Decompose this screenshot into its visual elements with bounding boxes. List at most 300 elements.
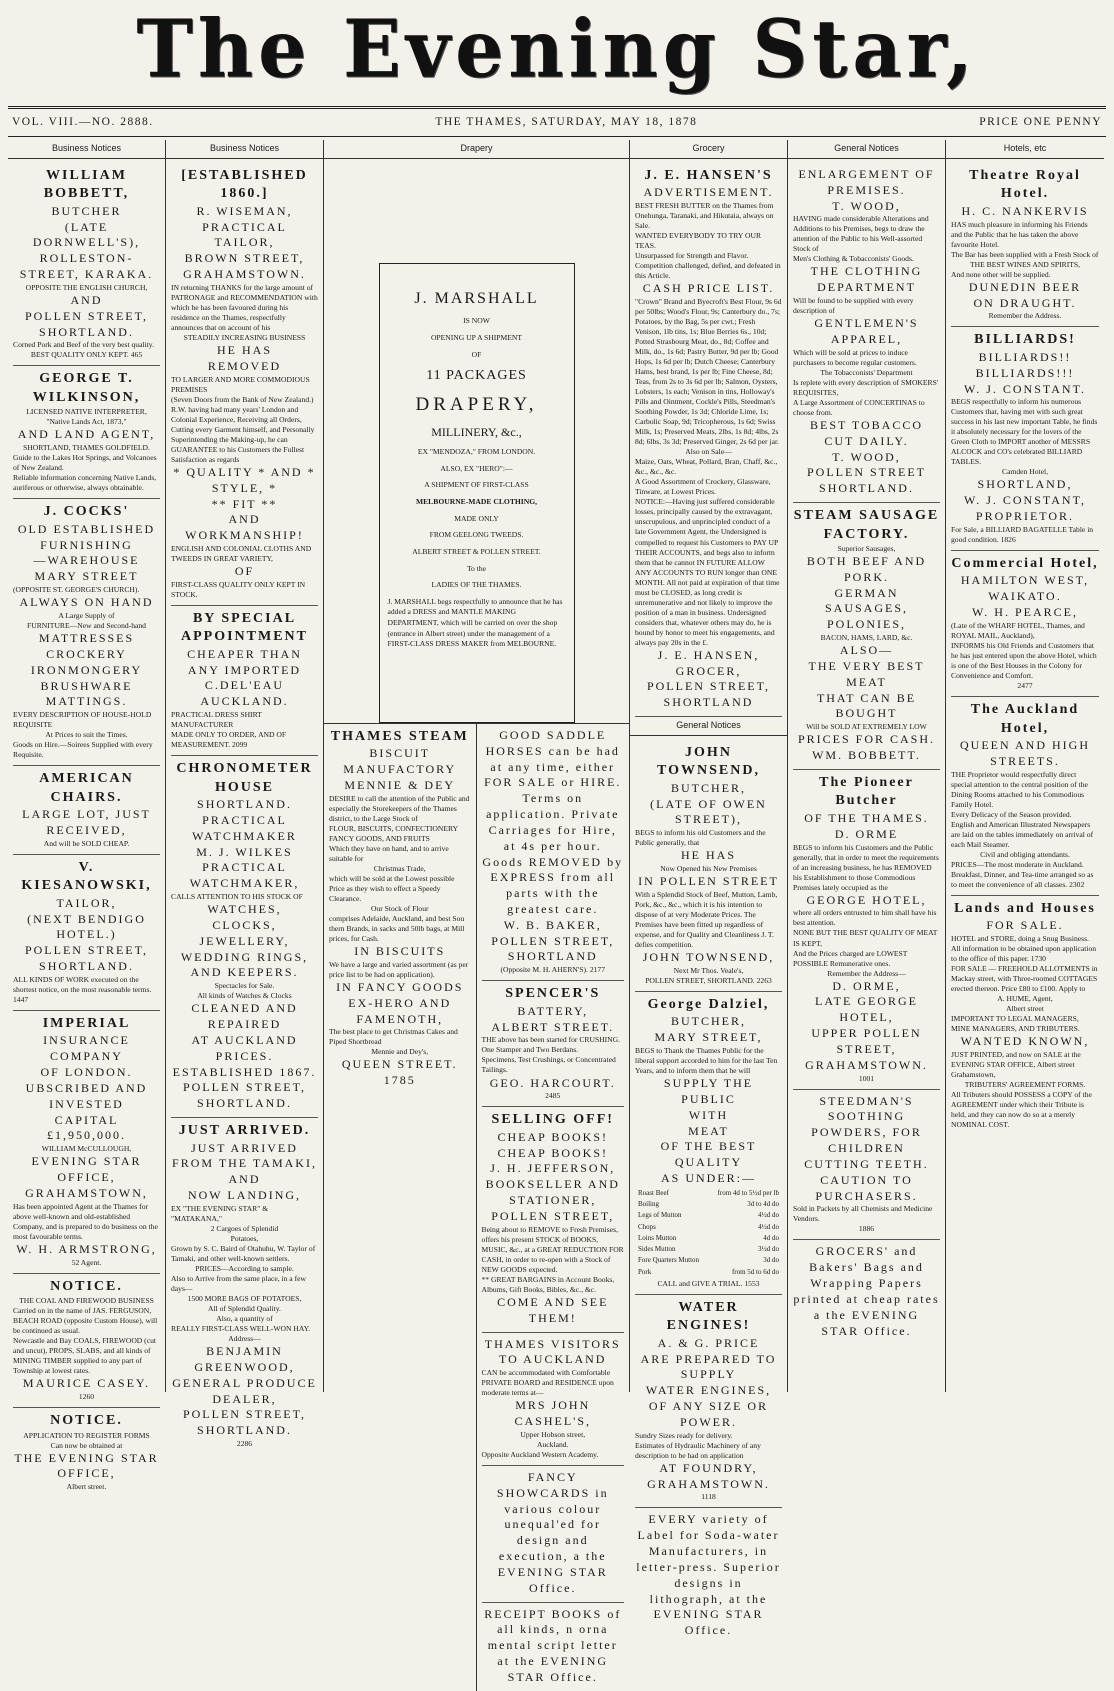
advert-line: Also to Arrive from the same place, in a few days— <box>171 1273 306 1293</box>
advert-line: AMERICAN CHAIRS. <box>39 771 134 805</box>
advertisement <box>793 770 940 1090</box>
column-heading: Business Notices <box>8 140 165 159</box>
advert-line: BATTERY, <box>517 1003 589 1018</box>
advert-line: SELLING OFF! <box>491 1112 614 1128</box>
table-row <box>637 1200 780 1209</box>
advert-line: (Opposite M. H. AHERN'S). 2177 <box>500 965 606 975</box>
advert-line: BUTCHER <box>51 203 122 218</box>
advert-line: PRACTICAL <box>202 812 287 827</box>
advert-line: Spectacles for Sale. <box>214 981 275 991</box>
advert-line: THE EVENING STAR OFFICE, <box>14 1450 159 1481</box>
advert-line: ENGLISH AND COLONIAL CLOTHS AND TWEEDS IN GREAT VARIETY, <box>171 543 312 563</box>
advert-line: HAS much pleasure in informing his Friends and the Public that he has taken the above favourite Hotel. <box>951 219 1088 249</box>
masthead <box>0 0 1114 115</box>
advert-line: GEO. HARCOURT. <box>489 1075 616 1090</box>
advert-line: WATCHES, <box>207 902 282 917</box>
advert-line: EVERY DESCRIPTION OF HOUSE-HOLD REQUISITE <box>13 710 152 730</box>
column-business-notices-2 <box>166 140 324 1449</box>
advertisement <box>13 1011 160 1274</box>
advert-line: JUST ARRIVED <box>191 1140 298 1155</box>
advertisement <box>635 992 782 1295</box>
advert-line: POLLEN STREET, SHORTLAND. <box>182 1080 307 1111</box>
advertisement <box>13 366 160 499</box>
advert-line: FLOUR, BISCUITS, CONFECTIONERY FANCY GOODS, AND FRUITS <box>329 823 458 843</box>
advert-line: AND <box>228 1172 261 1187</box>
advert-line: Will be SOLD AT EXTREMELY LOW <box>806 722 927 732</box>
advert-line: MENNIE & DEY <box>344 778 456 792</box>
meat-price: 4½d do <box>758 1211 779 1220</box>
advert-line: BOOKSELLER AND STATIONER, <box>485 1177 620 1208</box>
advert-line: WITH <box>688 1107 729 1122</box>
meat-cut: Loins Mutton <box>638 1233 677 1242</box>
advert-line: * QUALITY * AND * STYLE, * <box>173 464 316 495</box>
column-heading: Business Notices <box>166 140 323 159</box>
column-heading: General Notices <box>788 140 945 159</box>
advert-line: Has been appointed Agent at the Thames for above well-known and old-established Company, and is prepared to do business on the most favourable terms. <box>13 1201 158 1241</box>
advert-line: Will be found to be supplied with every description of <box>793 296 914 316</box>
advert-line: SHORTLAND. <box>197 1423 292 1438</box>
advert-line: HE HAS <box>216 343 272 358</box>
advert-line: MATTRESSES <box>38 631 135 646</box>
advert-line: (OPPOSITE ST. GEORGE'S CHURCH). <box>13 585 140 595</box>
advert-line: SHORTLAND. <box>819 481 914 496</box>
advert-line: AUCKLAND. <box>200 694 289 709</box>
advert-line: FOR SALE — FREEHOLD ALLOTMENTS in Mackay street, with Three-roomed COTTAGES erected thereon. Price £80 to £100. Apply to <box>951 964 1098 994</box>
advert-line: JOHN TOWNSEND, <box>642 950 775 965</box>
advert-line: Breakfast, Dinner, and Tea-time arranged so as to meet the convenience of all classes. 2302 <box>951 869 1094 889</box>
advert-line: Next Mr Thos. Veale's, <box>673 965 744 975</box>
advert-line: And will be SOLD CHEAP. <box>43 838 130 848</box>
advert-line: Theatre Royal Hotel. <box>969 167 1081 202</box>
advert-line: W. B. BAKER, <box>503 917 602 932</box>
table-row <box>637 1211 780 1220</box>
marshall-line: ALBERT STREET & POLLEN STREET. <box>412 546 541 556</box>
column-hotels <box>946 140 1104 1392</box>
advert-line: Carried on in the name of JAS. FERGUSON, BEACH ROAD (opposite Custom House), will be continued as usual. <box>13 1306 158 1336</box>
advert-line: FANCY SHOWCARDS in various colour unequal'ed for design and execution, a the EVENING STAR Office. <box>496 1469 609 1595</box>
advert-line: ** FIT ** <box>211 496 278 511</box>
advert-line: Reliable information concerning Native Lands, auriferous or otherwise, always obtainable. <box>13 473 157 493</box>
advert-line: BEST TOBACCO CUT DAILY. <box>809 417 924 448</box>
advert-line: T. WOOD, <box>832 449 901 464</box>
advert-line: And the Prices charged are LOWEST POSSIBLE Remunerative ones. <box>793 948 908 968</box>
table-row <box>637 1223 780 1232</box>
marshall-line: OPENING UP A SHIPMENT <box>430 332 523 342</box>
advert-line: ALSO— <box>839 643 894 658</box>
advert-line: GEORGE T. WILKINSON, <box>32 371 141 405</box>
advertisement <box>951 163 1099 328</box>
advert-line: CROCKERY <box>46 646 127 661</box>
advert-line: ARE PREPARED TO SUPPLY <box>640 1351 777 1382</box>
advertisement <box>635 163 782 717</box>
advert-line: STEAM SAUSAGE FACTORY. <box>793 508 940 542</box>
advert-line: JOHN TOWNSEND, <box>657 744 760 779</box>
column-heading: General Notices <box>630 717 787 736</box>
advertisement <box>171 606 318 756</box>
advert-line: Albert street <box>1006 1004 1044 1014</box>
advert-line: DUNEDIN BEER <box>968 279 1082 294</box>
advert-line: MAURICE CASEY. <box>22 1376 151 1391</box>
advert-line: WM. BOBBETT. <box>812 748 921 763</box>
advert-line: SHORTLAND. <box>197 797 292 812</box>
advert-line: FURNISHING <box>40 537 133 552</box>
advertisement <box>482 1333 625 1466</box>
advert-line: FIRST-CLASS QUALITY ONLY KEPT IN STOCK. <box>171 579 306 599</box>
newspaper-title: The Evening Star, <box>136 1 978 96</box>
meat-price: 4½d do <box>758 1222 779 1231</box>
advert-line: ALWAYS ON HAND <box>19 595 154 610</box>
advert-line: THE COAL AND FIREWOOD BUSINESS <box>19 1296 154 1306</box>
advert-line: MRS JOHN CASHEL'S, <box>514 1398 591 1429</box>
advert-line: (LATE DORNWELL'S), <box>32 219 141 250</box>
advert-line: AND KEEPERS. <box>190 965 299 980</box>
advert-line: Auckland. <box>537 1439 569 1449</box>
advert-line: IN POLLEN STREET <box>638 874 779 889</box>
advert-line: George Dalziel, <box>647 996 770 1012</box>
advertisement <box>482 981 625 1107</box>
advert-line: SHORTLAND <box>663 695 754 710</box>
advert-line: which will be sold at the Lowest possible Price as they wish to effect a Speedy Clearance. <box>329 873 455 903</box>
advert-line: JEWELLERY, <box>199 933 290 948</box>
advert-line: Guide to the Lakes Hot Springs, and Volcanoes of New Zealand. <box>13 453 157 473</box>
advert-line: CAUTION TO PURCHASERS. <box>815 1172 918 1203</box>
advertisement <box>951 697 1099 896</box>
advert-line: FURNITURE—New and Second-hand <box>27 621 146 630</box>
advert-line: QUEEN AND HIGH STREETS. <box>960 738 1090 768</box>
advert-line: Maize, Oats, Wheat, Pollard, Bran, Chaff, &c., &c., &c., &c. <box>635 457 778 477</box>
advert-line: NOTICE. <box>50 1278 123 1294</box>
advert-line: —WAREHOUSE <box>33 553 140 568</box>
advert-line: DESIRE to call the attention of the Public and especially the Storekeepers of the Thames district, to the Large Stock of <box>329 793 470 823</box>
advert-line: W. H. ARMSTRONG, <box>16 1241 157 1256</box>
advert-line: UPPER POLLEN STREET, <box>811 1026 922 1056</box>
table-row <box>637 1189 780 1198</box>
advert-line: EVENING STAR OFFICE, <box>31 1154 142 1185</box>
advert-line: J. H. JEFFERSON, <box>490 1161 616 1176</box>
advert-line: Sold in Packets by all Chemists and Medicine Vendors. <box>793 1204 933 1224</box>
advert-line: OF LONDON. <box>40 1065 133 1080</box>
advert-line: 2485 <box>545 1091 561 1101</box>
advert-line: GRAHAMSTOWN. <box>805 1057 928 1072</box>
advert-line: NOTICE. <box>50 1413 123 1429</box>
advert-line: ADVERTISEMENT. <box>643 185 774 200</box>
advert-line: BUTCHER, <box>670 1014 746 1029</box>
advert-line: OF ANY SIZE OR POWER. <box>648 1399 769 1429</box>
advert-line: PRACTICAL DRESS SHIRT MANUFACTURER <box>171 710 262 730</box>
advert-line: 1886 <box>858 1224 875 1234</box>
column-drapery <box>324 140 630 1684</box>
advert-line: BEGS to Thank the Thames Public for the liberal support accorded to him for the last Ten Years, and to inform them that he will <box>635 1046 778 1076</box>
advertisement <box>793 503 940 770</box>
advert-line: The best place to get Christmas Cakes and Piped Shortbread <box>329 1027 458 1047</box>
advert-line: 1118 <box>701 1492 716 1502</box>
advert-line: ALL KINDS OF WORK executed on the shortest notice, on the most reasonable terms. 1447 <box>13 974 152 1004</box>
advert-line: The Tobacconists' Department <box>820 367 913 377</box>
table-row <box>637 1234 780 1243</box>
advertisement <box>13 1408 160 1497</box>
advert-line: HAMILTON WEST, WAIKATO. <box>960 573 1090 604</box>
advert-line: T. WOOD, <box>832 198 901 213</box>
advert-line: 1260 <box>78 1392 95 1402</box>
advert-line: Mennie and Dey's, <box>371 1047 429 1057</box>
advert-line: CAPITAL £1,950,000. <box>47 1112 126 1143</box>
advert-line: A. & G. PRICE <box>657 1335 760 1350</box>
advert-line: Our Stock of Flour <box>370 904 429 913</box>
advert-line: JUST ARRIVED. <box>178 1123 311 1139</box>
advert-line: LARGE LOT, JUST RECEIVED, <box>22 807 151 837</box>
advert-line: 1001 <box>858 1073 875 1083</box>
advert-line: A Good Assortment of Crockery, Glassware, Tinware, at Lowest Prices. <box>635 477 771 497</box>
advert-line: BEGS to inform his Customers and the Public generally, that in order to meet the requirements of an increasing business, he has REMOVED his Establishment to those Commodious Premises lately occupied as the <box>793 842 939 892</box>
advert-line: GRAHAMSTOWN. <box>183 267 306 282</box>
advertisement <box>635 1508 782 1644</box>
advert-line: Remember the Address. <box>988 311 1062 321</box>
advertisement <box>482 1466 625 1603</box>
advert-line: Upper Hobson street, <box>520 1429 586 1439</box>
table-row <box>637 1245 780 1254</box>
meat-cut: Legs of Mutton <box>638 1211 682 1220</box>
advert-line: PRICES—According to sample. <box>195 1263 294 1273</box>
advert-line: C.DEL'EAU <box>204 678 285 693</box>
advert-line: NOW LANDING, <box>187 1188 302 1203</box>
advert-line: All kinds of Watches & Clocks <box>197 991 292 1001</box>
advert-line: Specimens, Test Crushings, or Concentrated Tailings. <box>481 1055 616 1075</box>
advert-line: CLEANED AND REPAIRED <box>191 1001 298 1032</box>
column-general-notices <box>788 140 946 1392</box>
advert-line: REMOVED <box>207 358 282 373</box>
advert-line: Is replete with every description of SMOKERS' REQUISITES, <box>793 377 939 397</box>
table-row <box>637 1268 780 1277</box>
advert-line: BEGS respectfully to inform his numerous Customers that, having met with such great success in his last new important Table, he finds it absolutely necessary for the lovers of the Green Cloth to IMPORT another of MESSRS ALCOCK and CO's celebrated BILLIARD TABLES. <box>951 397 1098 467</box>
advert-line: TO LARGER AND MORE COMMODIOUS PREMISES <box>171 374 310 394</box>
advert-line: [ESTABLISHED 1860.] <box>181 167 308 202</box>
advert-line: At Prices to suit the Times. <box>45 730 128 740</box>
advert-line: "Native Lands Act, 1873," <box>46 417 127 427</box>
advert-line: FOR SALE. <box>986 918 1064 933</box>
advert-line: CASH PRICE LIST. <box>642 281 775 296</box>
advert-line: AS UNDER:— <box>660 1171 756 1186</box>
marshall-line: IS NOW <box>463 316 490 326</box>
advertisement <box>951 327 1099 551</box>
advert-line: BRUSHWARE <box>40 678 133 693</box>
meat-cut: Boiling <box>638 1200 660 1209</box>
advert-line: INSURANCE COMPANY <box>43 1033 130 1064</box>
advert-line: Can now be obtained at <box>50 1440 123 1450</box>
advert-line: OF THE BEST QUALITY <box>660 1139 757 1170</box>
meat-price: 3d do <box>763 1256 779 1265</box>
marshall-line: J. MARSHALL <box>414 289 539 307</box>
advert-line: QUEEN STREET. 1785 <box>341 1057 458 1088</box>
advert-line: ON DRAUGHT. <box>973 295 1077 310</box>
advert-line: Civil and obliging attendants. <box>980 849 1070 859</box>
advert-line: AT AUCKLAND PRICES. <box>191 1032 298 1063</box>
advert-line: THAMES STEAM <box>330 728 469 744</box>
advert-line: THE Proprietor would respectfully direct special attention to the central position of the Dining Rooms attached to his Commodious Family Hotel. <box>951 769 1088 809</box>
advert-line: INFORMS his Old Friends and Customers that he has just entered upon the above Hotel, which is one of the Best Houses in the Colony for Convenience and Comfort. <box>951 640 1097 681</box>
advert-line: IMPORTANT TO LEGAL MANAGERS, MINE MANAGERS, AND TRIBUTERS. <box>951 1014 1080 1034</box>
advert-line: PRACTICAL WATCHMAKER, <box>189 860 300 891</box>
advert-line: GEORGE HOTEL, <box>806 892 927 907</box>
drapery-section <box>324 159 629 724</box>
advert-line: Superior Sausages, <box>837 543 896 553</box>
advert-line: HOTEL and STORE, doing a Snug Business. All information to be obtained upon application to the office of this paper. 1730 <box>951 934 1097 964</box>
advert-line: (Late of the WHARF HOTEL, Thames, and ROYAL MAIL, Auckland), <box>951 620 1085 640</box>
advert-line: (Seven Doors from the Bank of New Zealand.) <box>171 394 314 404</box>
advert-line: POLLEN STREET, SHORTLAND. <box>24 943 149 974</box>
advert-line: GROCERS' and Bakers' Bags and Wrapping Papers printed at cheap rates a the EVENING STAR Office. <box>793 1244 940 1338</box>
advertisement <box>13 163 160 367</box>
advert-line: WATER ENGINES, <box>645 1383 772 1398</box>
advert-line: LATE GEORGE HOTEL, <box>815 994 918 1025</box>
advert-line: BILLIARDS!! <box>978 349 1072 364</box>
advert-line: Every Delicacy of the Season provided. <box>951 809 1072 819</box>
advert-line: FROM THE TAMAKI, <box>172 1156 317 1171</box>
advert-line: GENERAL PRODUCE DEALER, <box>172 1375 317 1406</box>
advert-line: IMPERIAL <box>42 1015 131 1031</box>
advert-line: Lands and Houses <box>954 900 1096 916</box>
volume-number: VOL. VIII.—NO. 2888. <box>12 116 154 128</box>
advert-line: ** GREAT BARGAINS in Account Books, Albums, Gift Books, Bibles, &c., &c. <box>481 1274 615 1294</box>
advertisement <box>482 724 625 981</box>
advert-line: Albert street. <box>66 1482 107 1492</box>
advert-line: "Crown" Brand and Byecroft's Best Flour, 9s 6d per 50lbs; Wood's Flour, 9s; Canterbury do., 7s; Potatoes, by the Bag, 5s per cwt.; Fresh Venison, 1lb tins, 1s; Blue Berries 6s., 10d; Potted Strasbourg Meat, do., 8d; Coffee and Milk, do., 1s 6d; Pastry Butter, 9d per lb; Good Hops, 1s 6d per lb; Dutch Cheese; Canterbury Hams, best brand, 1s per lb; Fine Cheese, 8d; Teas, from 2s to 3s 6d per lb; Salmon, Oysters, Lobsters, 1s each; Venison in tins, Holloway's Pills and Ointment, Cockle's Pills, Steedman's Soothing Powder, 1s 3d; Chloride Lime, 1s; Carbolic Soap, 9d; Tricopherous, 1s 6d; Swiss Milk, 1s; Preserved Meats, 2lbs, 1s 8d; 4lbs, 2s 8d; 6lbs, 3s 3d; Preserved Ginger, 2s 6d per jar. <box>635 297 782 447</box>
advert-line: BEGS to inform his old Customers and the Public generally, that <box>635 828 766 848</box>
advert-line: IRONMONGERY <box>30 662 143 677</box>
advert-line: RECEIPT BOOKS of all kinds, n orna mental script letter at the EVENING STAR Office. <box>484 1606 622 1684</box>
biscuit-manufactory-column <box>324 724 477 1691</box>
advert-line: MADE ONLY TO ORDER, AND OF MEASUREMENT. 2099 <box>171 730 287 750</box>
advert-line: OLD ESTABLISHED <box>17 521 156 536</box>
price: PRICE ONE PENNY <box>979 116 1102 128</box>
misc-adverts-column <box>477 724 630 1691</box>
advert-line: WATCHMAKER <box>192 828 297 843</box>
marshall-line: OF <box>471 349 482 359</box>
advert-line: BY SPECIAL APPOINTMENT <box>181 610 308 645</box>
advert-line: BACON, HAMS, LARD, &c. <box>820 633 913 643</box>
advert-line: POLLEN STREET, <box>182 1407 307 1422</box>
advert-line: CLOCKS, <box>212 917 277 932</box>
advert-line: ESTABLISHED 1867. <box>172 1064 317 1079</box>
advert-line: POLLEN STREET, SHORTLAND. 2263 <box>645 975 772 985</box>
advert-line: UBSCRIBED AND INVESTED <box>25 1080 148 1111</box>
advert-line: Address— <box>228 1334 261 1344</box>
advertisement <box>482 1107 625 1332</box>
advert-line: REALLY FIRST-CLASS WELL-WON HAY. <box>171 1324 311 1334</box>
advert-line: And none other will be supplied. <box>951 269 1051 279</box>
advert-line: WILLIAM McCULLOUGH, <box>41 1144 132 1154</box>
advert-line: W. J. CONSTANT, <box>963 493 1087 508</box>
advert-line: AND <box>228 512 261 527</box>
advertisement <box>951 551 1099 697</box>
masthead-rule <box>8 106 1106 109</box>
advertisement <box>793 1240 940 1344</box>
advert-line: Men's Clothing & Tobacconists' Goods. <box>793 254 914 264</box>
advert-line: TRIBUTERS' AGREEMENT FORMS. <box>964 1080 1086 1090</box>
advert-line: Goods on Hire.—Soirees Supplied with every Requisite. <box>13 740 153 760</box>
advert-line: STEADILY INCREASING BUSINESS <box>183 333 306 343</box>
column-business-notices-1 <box>8 140 166 1492</box>
advert-line: MARY STREET <box>34 569 139 584</box>
advert-line: POLLEN STREET, SHORTLAND. <box>24 308 149 339</box>
marshall-line: MELBOURNE-MADE CLOTHING, <box>415 497 538 506</box>
advert-line: CHEAP BOOKS! CHEAP BOOKS! <box>497 1129 609 1160</box>
advert-line: PRICES FOR CASH. <box>797 732 936 747</box>
advertisement <box>171 756 318 1118</box>
advert-line: MATTINGS. <box>45 694 128 709</box>
advert-line: WANTED EVERYBODY TO TRY OUR TEAS. <box>635 231 762 251</box>
advert-line: TAILOR, <box>56 895 117 910</box>
advert-line: BISCUIT MANUFACTORY <box>343 746 457 777</box>
advertisement <box>635 740 782 992</box>
column-grocery <box>630 140 788 1638</box>
marshall-line: A SHIPMENT OF FIRST-CLASS <box>424 480 529 490</box>
marshall-line: 11 PACKAGES <box>426 368 527 384</box>
advert-line: Also on Sale— <box>685 447 732 457</box>
advert-line: NOTICE:—Having just suffered considerable losses, principally caused by the extravagant, unscrupulous, and unprincipled conduct of a late Government Agent, the Undersigned is compelled to request his Customers to PAY UP THEIR ACCOUNTS, and begs also to inform them that he cannot IN FUTURE ALLOW ANY ACCOUNTS TO RUN longer than ONE MONTH. All not paid at expiration of that time must be CLOSED, as long credit is unremunerative and not likely to improve the position of a man in business. Undersigned considers that, whatever others may do, he is bound by honor to meet his engagements, and always pay 20s in the £. <box>635 497 780 647</box>
advert-line: MARY STREET, <box>654 1030 763 1045</box>
meat-price: 4d do <box>763 1233 779 1242</box>
advert-line: IN BISCUITS <box>354 944 446 959</box>
advert-line: AT FOUNDRY, <box>659 1460 758 1475</box>
advert-line: comprises Adelaide, Auckland, and best Sou thern Brands, in sacks and 50lb bags, at Mill prices, for Cash. <box>329 914 465 944</box>
advert-line: POLLEN STREET, <box>646 679 771 694</box>
advertisement <box>329 724 471 1094</box>
meat-cut: Chops <box>638 1222 656 1231</box>
advert-line: GOOD SADDLE HORSES can be had at any time, either FOR SALE or HIRE. Terms on application. Private Carriages for Hire, at 4s per hour. Goods REMOVED by EXPRESS from all parts with the greatest care. <box>482 727 624 916</box>
advert-line: PROPRIETOR. <box>975 509 1075 524</box>
advert-line: J. E. HANSEN, GROCER, <box>657 647 760 678</box>
table-row <box>637 1256 780 1265</box>
dateline: THE THAMES, SATURDAY, MAY 18, 1878 <box>435 116 698 128</box>
advert-line: J. E. HANSEN'S <box>644 167 773 183</box>
advert-line: SPENCER'S <box>505 986 601 1002</box>
marshall-line: FROM GEELONG TWEEDS. <box>429 530 524 540</box>
advert-line: Also, a quantity of <box>216 1314 273 1324</box>
advert-line: ENLARGEMENT OF PREMISES. <box>798 166 935 197</box>
advert-line: Remember the Address— <box>827 968 906 978</box>
advert-line: GENTLEMEN'S APPAREL, <box>814 316 919 346</box>
advert-line: The Bar has been supplied with a Fresh Stock of <box>951 249 1099 259</box>
advert-line: BEST QUALITY ONLY KEPT. 465 <box>30 350 143 360</box>
advert-line: 2286 <box>236 1439 253 1449</box>
advert-line: H. C. NANKERVIS <box>961 203 1089 218</box>
advert-line: Which they have on hand, and to arrive suitable for <box>329 843 449 863</box>
advert-line: BILLIARDS! <box>974 332 1076 348</box>
advert-line: A Large Assortment of CONCERTINAS to choose from. <box>793 397 925 417</box>
advert-line: All of Splendid Quality. <box>208 1304 281 1314</box>
advert-line: English and American Illustrated Newspapers are laid on the tables immediately on arrival of each Mail Steamer. <box>951 819 1094 849</box>
advertisement <box>171 1118 318 1454</box>
advert-line: WATER ENGINES! <box>666 1299 751 1334</box>
meat-price-table <box>635 1187 782 1279</box>
advert-line: JUST PRINTED, and now on SALE at the EVENING STAR OFFICE, Albert street Grahamstown, <box>951 1050 1081 1080</box>
advert-line: CHRONOMETER HOUSE <box>176 761 313 795</box>
advert-line: We have a large and varied assortment (as per price list to be had on application). <box>329 959 469 979</box>
marshall-line: MADE ONLY <box>454 513 499 523</box>
advert-line: CALLS ATTENTION TO HIS STOCK OF <box>171 892 303 902</box>
advertisement <box>635 1295 782 1509</box>
advert-line: Estimates of Hydraulic Machinery of any description to be had on application <box>635 1440 761 1460</box>
advert-line: Corned Pork and Beef of the very best quality. <box>13 340 155 350</box>
advert-line: LICENSED NATIVE INTERPRETER, <box>26 407 147 417</box>
advert-line: 52 Agent. <box>71 1257 102 1267</box>
meat-price: 3½d do <box>758 1245 779 1254</box>
advert-line: A. HUME, Agent, <box>997 994 1053 1004</box>
advert-line: GRAHAMSTOWN. <box>647 1476 770 1491</box>
advert-line: Grown by S. C. Baird of Otahuhu, W. Taylor of Tamaki, and other well-known settlers. <box>171 1243 316 1263</box>
advert-line: BOTH BEEF AND PORK. <box>806 553 927 584</box>
advert-line: (LATE OF OWEN STREET), <box>650 796 767 827</box>
